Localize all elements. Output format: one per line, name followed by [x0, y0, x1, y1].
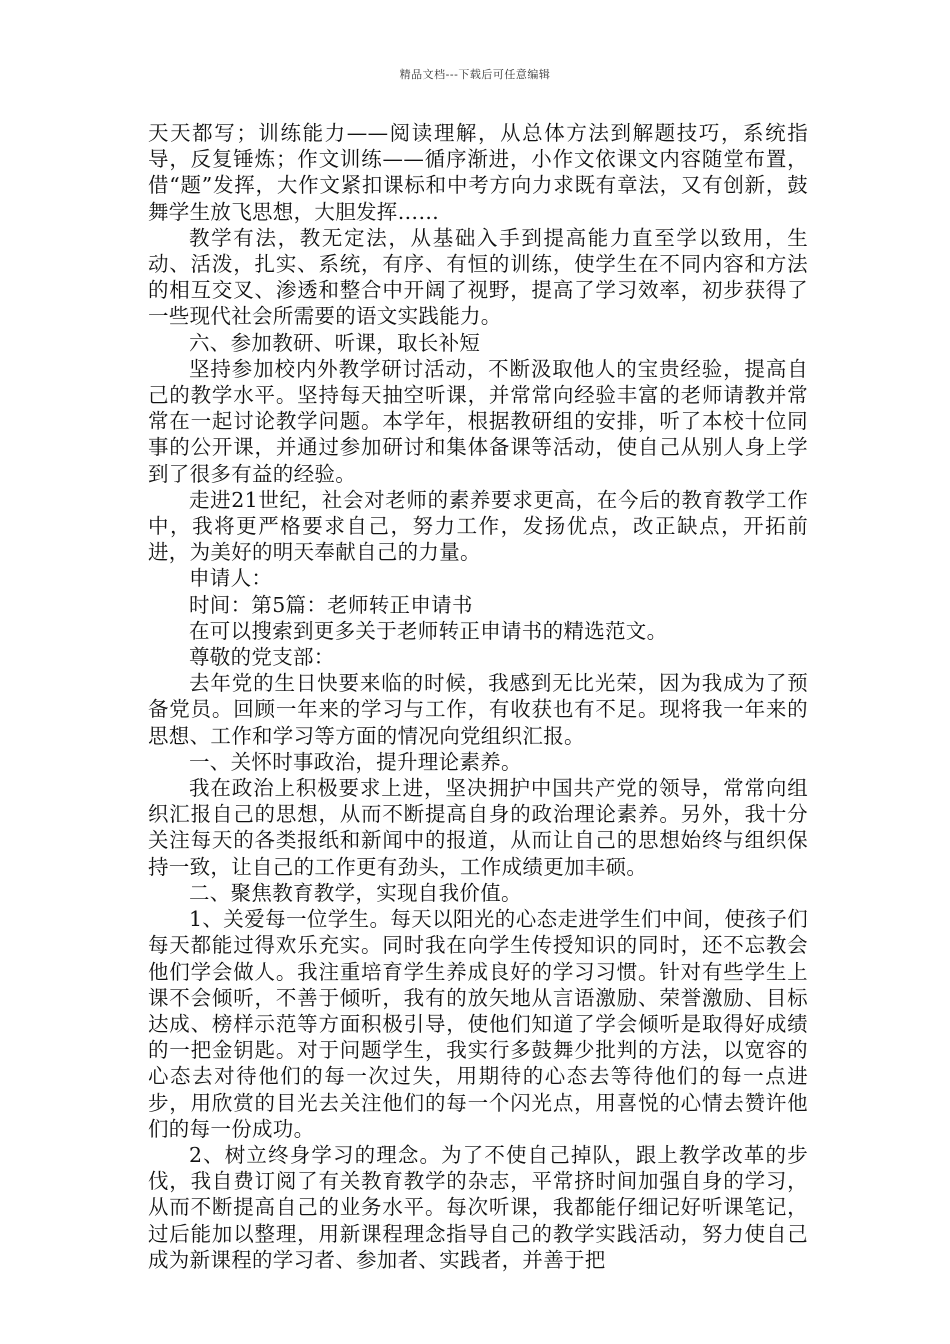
section-heading: 一、关怀时事政治，提升理论素养。 [189, 749, 522, 774]
section-heading: 二、聚焦教育教学，实现自我价值。 [189, 880, 522, 905]
section-heading: 六、参加教研、听课，取长补短 [189, 330, 481, 355]
page-header: 精品文档---下载后可任意编辑 [399, 68, 551, 81]
paragraph: 1、关爱每一位学生。每天以阳光的心态走进学生们中间，使孩子们每天都能过得欢乐充实。同时我在向学生传授知识的同时，还不忘教会他们学会做人。我注重培育学生养成良好的学习习惯。针对有些学生上课不会倾听，不善于倾听，我有的放矢地从言语激励、荣誉激励、目标达成、榜样示范等方面积极引导，使他们知道了学会倾听是取得好成绩的一把金钥匙。对于问题学生，我实行多鼓舞少批判的方法，以宽容的心态去对待他们的每一次过失，用期待的心态去等待他们的每一点进步，用欣赏的目光去关注他们的每一个闪光点，用喜悦的心情去赞许他们的每一份成功。 [148, 907, 808, 1141]
document-body [148, 120, 808, 1273]
paragraph: 坚持参加校内外教学研讨活动，不断汲取他人的宝贵经验，提高自己的教学水平。坚持每天抽空听课，并常常向经验丰富的老师请教并常常在一起讨论教学问题。本学年，根据教研组的安排，听了本校十位同事的公开课，并通过参加研讨和集体备课等活动，使自己从别人身上学到了很多有益的经验。 [148, 356, 808, 486]
paragraph: 教学有法，教无定法，从基础入手到提高能力直至学以致用，生动、活泼，扎实、系统，有序、有恒的训练，使学生在不同内容和方法的相互交叉、渗透和整合中开阔了视野，提高了学习效率，初步获得了一些现代社会所需要的语文实践能力。 [148, 225, 808, 329]
time-line: 时间：第5篇：老师转正申请书 [189, 592, 473, 617]
paragraph: 去年党的生日快要来临的时候，我感到无比光荣，因为我成为了预备党员。回顾一年来的学习与工作，有收获也有不足。现将我一年来的思想、工作和学习等方面的情况向党组织汇报。 [148, 671, 808, 748]
paragraph: 2、树立终身学习的理念。为了不使自己掉队，跟上教学改革的步伐，我自费订阅了有关教育教学的杂志，平常挤时间加强自身的学习，从而不断提高自己的业务水平。每次听课，我都能仔细记好听课笔记，过后能加以整理，用新课程理念指导自己的教学实践活动，努力使自己成为新课程的学习者、参加者、实践者，并善于把 [148, 1142, 808, 1272]
paragraph: 在可以搜索到更多关于老师转正申请书的精选范文。 [189, 618, 668, 643]
applicant-line: 申请人： [189, 566, 273, 591]
salutation: 尊敬的党支部： [189, 645, 335, 670]
paragraph: 走进21世纪，社会对老师的素养要求更高，在今后的教育教学工作中，我将更严格要求自己，努力工作，发扬优点，改正缺点，开拓前进，为美好的明天奉献自己的力量。 [148, 487, 808, 565]
paragraph: 天天都写；训练能力——阅读理解，从总体方法到解题技巧，系统指导，反复锤炼；作文训练——循序渐进，小作文依课文内容随堂布置，借“题”发挥，大作文紧扣课标和中考方向力求既有章法，又有创新，鼓舞学生放飞思想，大胆发挥…… [148, 121, 808, 224]
paragraph: 我在政治上积极要求上进，坚决拥护中国共产党的领导，常常向组织汇报自己的思想，从而不断提高自身的政治理论素养。另外，我十分关注每天的各类报纸和新闻中的报道，从而让自己的思想始终与组织保持一致，让自己的工作更有劲头，工作成绩更加丰硕。 [148, 776, 808, 879]
